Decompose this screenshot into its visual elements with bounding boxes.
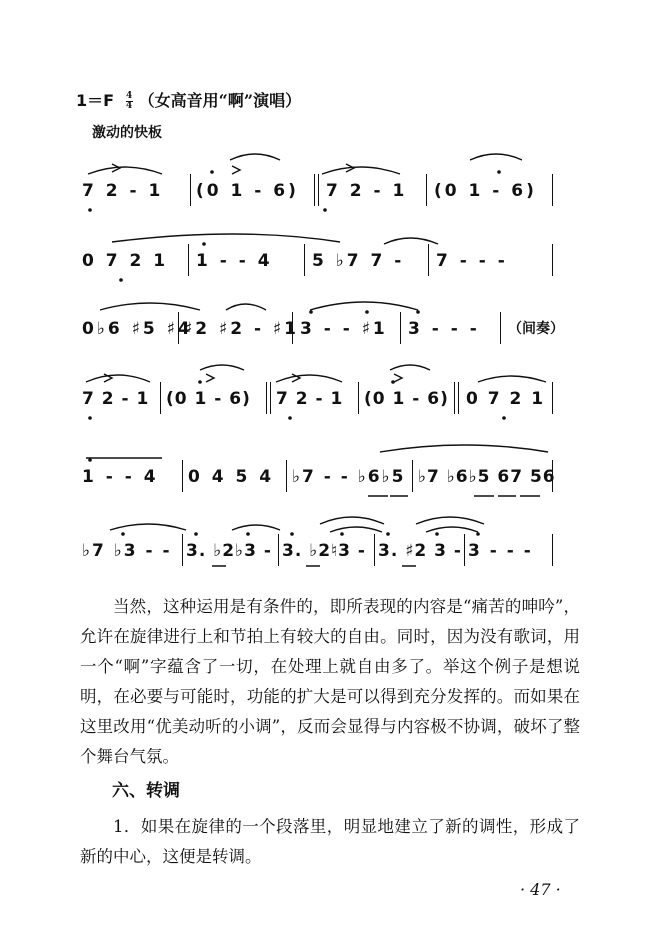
slur bbox=[416, 517, 484, 524]
slur bbox=[86, 375, 150, 382]
slur bbox=[478, 376, 546, 382]
accent bbox=[394, 374, 402, 382]
measure: 3 - - - bbox=[468, 541, 533, 561]
slur bbox=[384, 238, 438, 244]
section-heading: 六、转调 bbox=[112, 781, 180, 801]
measure: 0 7 2 1 bbox=[82, 251, 169, 271]
paragraph-text: 当然，这种运用是有条件的，即所表现的内容是“痛苦的呻吟”，允许在旋律进行上和节拍上有较大的自由。同时，因为没有歌词，用一个“啊”字蕴含了一切，在处理上就自由多了。举这个例子是想说明，在必要与可能时，功能的扩大是可以得到充分发挥的。而如果在这里改用“优美动听的小调”，反而会显得与内容极不协调，破坏了整个舞台气氛。 bbox=[80, 597, 580, 766]
slur bbox=[390, 365, 430, 370]
slur bbox=[320, 517, 384, 524]
accent bbox=[232, 166, 240, 174]
slur bbox=[100, 303, 200, 310]
tempo-marking: 激动的快板 bbox=[92, 125, 162, 141]
measure: (0 1 - 6) bbox=[434, 181, 537, 201]
measure: 3. ♯2 3 - bbox=[378, 541, 462, 561]
slur bbox=[276, 375, 342, 382]
measure: 3. ♭2♮3 - bbox=[282, 541, 366, 561]
page-number: · 47 · bbox=[520, 880, 561, 899]
measure: 7 2 - 1 bbox=[82, 181, 164, 201]
time-signature-top: 4 bbox=[126, 91, 133, 101]
measure: 1 - - 4 bbox=[82, 467, 159, 487]
measure: ♯2 ♯2 - ♯1 bbox=[184, 319, 299, 339]
slur bbox=[322, 167, 400, 174]
measure: (0 1 - 6) bbox=[364, 389, 449, 409]
measure: ♭7 - - ♭6♭5 bbox=[292, 467, 406, 487]
measure: ♭7 ♭6♭5 67 56 bbox=[418, 467, 556, 487]
measure: ♭7 ♭3 - - bbox=[82, 541, 172, 561]
measure: (0 1 - 6) bbox=[196, 181, 299, 201]
measure: 7 - - - bbox=[436, 251, 508, 271]
performance-annotation: （女高音用“啊”演唱） bbox=[138, 91, 302, 110]
slur bbox=[112, 234, 340, 242]
time-signature-bottom: 4 bbox=[126, 101, 133, 111]
slur bbox=[470, 154, 522, 160]
measure: 5 ♭7 7 - bbox=[312, 251, 405, 271]
measure: 3 - - - bbox=[408, 319, 480, 339]
measure: 0♭6 ♯5 ♯4 bbox=[82, 319, 193, 339]
slur bbox=[88, 167, 162, 174]
measure: 1 - - 4 bbox=[196, 251, 273, 271]
measure: 0 7 2 1 bbox=[466, 389, 546, 409]
measure: 7 2 - 1 bbox=[82, 389, 150, 409]
measure: 3. ♭2♭3 - bbox=[186, 541, 272, 561]
measure: (0 1 - 6) bbox=[166, 389, 251, 409]
slur bbox=[330, 527, 382, 532]
slur bbox=[310, 302, 418, 310]
slur bbox=[226, 304, 266, 310]
slur bbox=[380, 445, 548, 452]
measure: 7 2 - 1 bbox=[326, 181, 408, 201]
interlude-marking: （间奏） bbox=[508, 321, 564, 337]
slur bbox=[230, 154, 280, 160]
slur bbox=[426, 527, 478, 532]
measure: 3 - - ♯1 bbox=[300, 319, 388, 339]
paragraph-text: 1．如果在旋律的一个段落里，明显地建立了新的调性，形成了新的中心，这便是转调。 bbox=[80, 817, 580, 866]
key-signature: 1＝F bbox=[76, 91, 115, 110]
slur bbox=[110, 524, 186, 530]
slur bbox=[232, 525, 280, 530]
body-paragraph-2 bbox=[80, 812, 580, 872]
slur bbox=[200, 365, 244, 370]
body-paragraph-1 bbox=[80, 592, 580, 772]
measure: 7 2 - 1 bbox=[276, 389, 344, 409]
measure: 0 4 5 4 bbox=[188, 467, 275, 487]
accent bbox=[206, 374, 214, 382]
